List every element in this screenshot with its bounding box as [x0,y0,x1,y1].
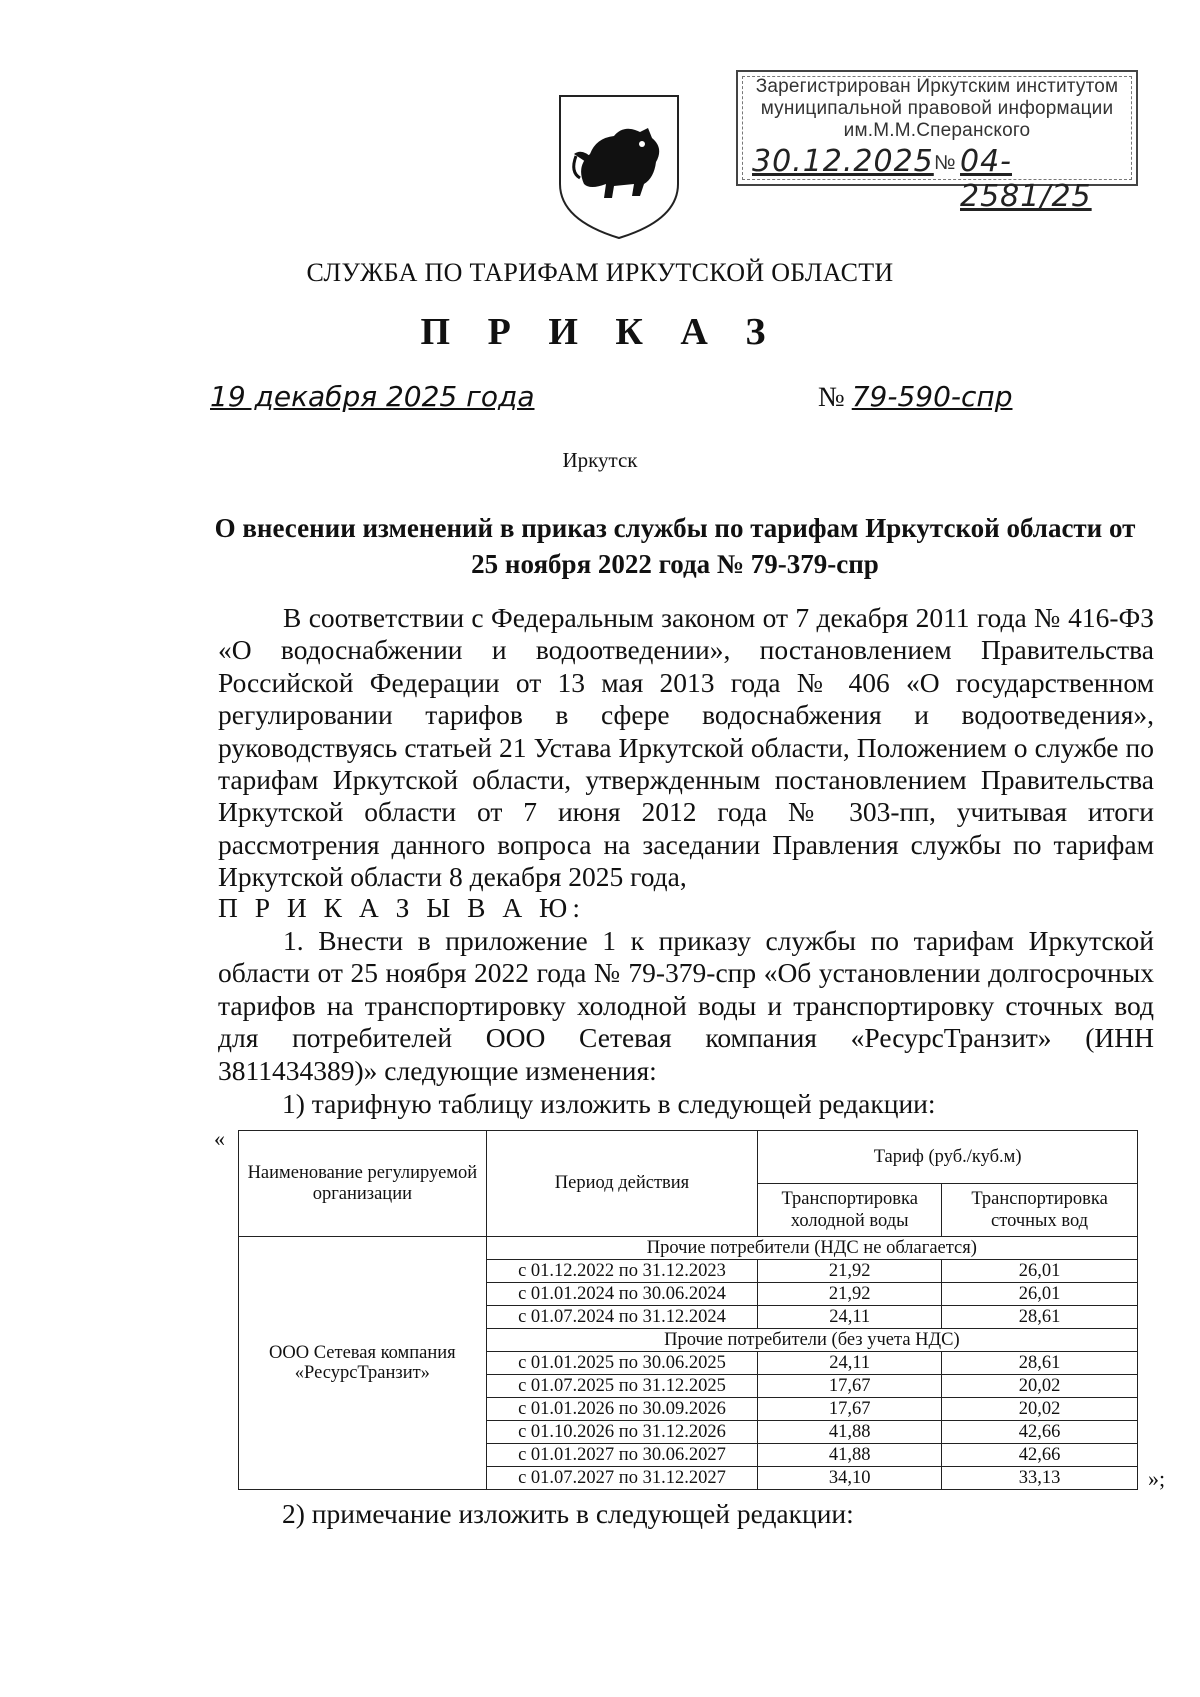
cold-water-cell: 41,88 [758,1421,942,1444]
period-cell: с 01.10.2026 по 31.12.2026 [486,1421,758,1444]
irkutsk-coat-of-arms-icon [556,92,682,240]
order-word: П Р И К А З Ы В А Ю: [218,892,585,923]
organization-name: СЛУЖБА ПО ТАРИФАМ ИРКУТСКОЙ ОБЛАСТИ [306,258,894,287]
cold-water-cell: 17,67 [758,1375,942,1398]
item-1-paragraph: 1. Внести в приложение 1 к приказу службы по тарифам Иркутской области от 25 ноября 2022 года № 79-379-спр «Об установлении долгосрочных тарифов на транспортировку холодной воды и транспортировку сточных вод для потребителей ООО Сетевая компания «РесурсТранзит» (ИНН 3811434389)» следующие изменения: [218,925,1154,1086]
header-cold-water: Транспортировка холодной воды [758,1184,942,1237]
sewage-cell: 20,02 [942,1398,1138,1421]
cold-water-cell: 34,10 [758,1467,942,1490]
section-header: Прочие потребители (НДС не облагается) [486,1237,1137,1260]
section-header: Прочие потребители (без учета НДС) [486,1329,1137,1352]
stamp-date: 30.12.2025 [752,144,934,179]
order-date: 19 декабря 2025 года [210,380,535,413]
item-1-2-text: 2) примечание изложить в следующей редакции: [282,1498,854,1529]
period-cell: с 01.07.2024 по 31.12.2024 [486,1306,758,1329]
header-tariff: Тариф (руб./куб.м) [758,1131,1138,1184]
period-cell: с 01.12.2022 по 31.12.2023 [486,1260,758,1283]
stamp-line-1: Зарегистрирован Иркутским институтом [755,76,1119,97]
registration-stamp [736,70,1138,214]
cold-water-cell: 41,88 [758,1444,942,1467]
quote-close: »; [1148,1466,1166,1491]
cold-water-cell: 24,11 [758,1352,942,1375]
order-number-block [818,380,1012,414]
header-period: Период действия [486,1131,758,1237]
sewage-cell: 28,61 [942,1306,1138,1329]
sewage-cell: 28,61 [942,1352,1138,1375]
period-cell: с 01.01.2025 по 30.06.2025 [486,1352,758,1375]
stamp-number-label: № [934,152,956,174]
cold-water-cell: 21,92 [758,1260,942,1283]
stamp-number: 04-2581/25 [960,144,1092,214]
item-1-1-text: 1) тарифную таблицу изложить в следующей редакции: [282,1088,936,1119]
sewage-cell: 20,02 [942,1375,1138,1398]
period-cell: с 01.07.2025 по 31.12.2025 [486,1375,758,1398]
period-cell: с 01.07.2027 по 31.12.2027 [486,1467,758,1490]
cold-water-cell: 21,92 [758,1283,942,1306]
header-sewage: Транспортировка сточных вод [942,1184,1138,1237]
sewage-cell: 42,66 [942,1444,1138,1467]
sewage-cell: 42,66 [942,1421,1138,1444]
cold-water-cell: 17,67 [758,1398,942,1421]
document-title: О внесении изменений в приказ службы по тарифам Иркутской области от 25 ноября 2022 года № 79-379-спр [214,513,1136,579]
period-cell: с 01.01.2026 по 30.09.2026 [486,1398,758,1421]
preamble-paragraph: В соответствии с Федеральным законом от 7 декабря 2011 года № 416-ФЗ «О водоснабжении и водоотведении», постановлением Правительства Российской Федерации от 13 мая 2013 года № 406 «О государственном регулировании тарифов в сфере водоснабжения и водоотведения», руководствуясь статьей 21 Устава Иркутской области, Положением о службе по тарифам Иркутской области, утвержденным постановлением Правительства Иркутской области от 7 июня 2012 года № 303-пп, учитывая итоги рассмотрения данного вопроса на заседании Правления службы по тарифам Иркутской области 8 декабря 2025 года, [218,602,1154,893]
period-cell: с 01.01.2027 по 30.06.2027 [486,1444,758,1467]
organization-cell: ООО Сетевая компания «РесурсТранзит» [239,1237,487,1490]
document-type: П Р И К А З [420,311,780,353]
period-cell: с 01.01.2024 по 30.06.2024 [486,1283,758,1306]
sewage-cell: 33,13 [942,1467,1138,1490]
order-number-label: № [818,382,845,413]
order-number: 79-590-спр [851,380,1013,413]
city: Иркутск [562,448,638,472]
quote-open: « [214,1126,225,1151]
sewage-cell: 26,01 [942,1260,1138,1283]
sewage-cell: 26,01 [942,1283,1138,1306]
tariff-table [238,1130,1138,1490]
stamp-line-3: им.М.М.Сперанского [843,120,1031,141]
stamp-line-2: муниципальной правовой информации [760,98,1114,119]
cold-water-cell: 24,11 [758,1306,942,1329]
header-organization: Наименование регулируемой организации [239,1131,487,1237]
